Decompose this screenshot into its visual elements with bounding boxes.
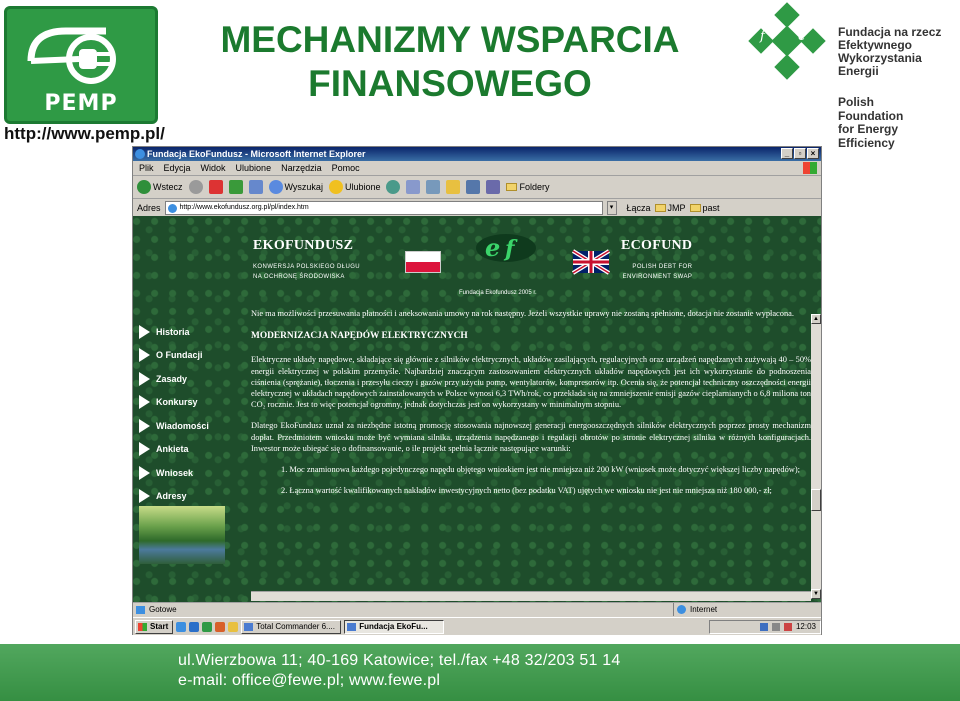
folder-icon xyxy=(506,183,517,191)
arrow-icon xyxy=(139,372,150,386)
footer-contact: e-mail: office@fewe.pl; www.fewe.pl xyxy=(178,672,441,689)
web-page xyxy=(133,216,821,602)
article-paragraph-2: Dlatego EkoFundusz uznał za niezbędne istotną promocję stosowania najnowszej generacji energooszczędnych silników elektrycznych poprzez prosty mechanizm dopłat. Przedmiotem wniosku może być wymiana silnika, urządzenia napędzanego i regulacji obrotów po stronie elektrycznej silnika w różnych konfiguracjach. Inwestor może ubiegać się o dofinansowanie, o ile projekt spełnia łącznie następujące warunki: xyxy=(251,421,811,453)
address-label: Adres xyxy=(137,202,161,213)
window-titlebar[interactable] xyxy=(133,147,821,161)
folders-button[interactable]: Foldery xyxy=(506,182,549,192)
edit-icon[interactable] xyxy=(446,180,460,194)
scroll-down-button[interactable]: ▼ xyxy=(811,589,821,599)
vertical-scrollbar[interactable] xyxy=(811,314,821,599)
footer-bar xyxy=(0,644,960,701)
title-line-2: FINANSOWEGO xyxy=(308,63,592,104)
fewe-name-pl: Fundacja na rzecz Efektywnego Wykorzystania Energii xyxy=(838,25,942,78)
fewe-name-en: Polish Foundation for Energy Efficiency xyxy=(838,95,904,150)
link-past[interactable]: past xyxy=(690,203,720,213)
ekofundusz-logo-icon xyxy=(471,228,541,268)
nav-item-konkursy[interactable]: Konkursy xyxy=(139,391,229,415)
uk-flag-icon[interactable] xyxy=(573,251,609,273)
quicklaunch-folder-icon[interactable] xyxy=(228,622,238,632)
article-top-text: Nie ma możliwości przesuwania płatności i aneksowania umowy na rok następny. Jeżeli wszystkie uprawy nie zostaną spełnione, dotacja nie zostanie wypłacona. xyxy=(251,309,794,318)
address-dropdown[interactable]: ▾ xyxy=(607,201,617,215)
folder-icon xyxy=(655,204,666,212)
search-icon xyxy=(269,180,283,194)
print-icon[interactable] xyxy=(426,180,440,194)
pemp-wordmark: PEMP xyxy=(44,91,118,116)
status-zone: Internet xyxy=(673,603,717,616)
minimize-button[interactable]: _ xyxy=(781,148,793,159)
history-icon[interactable] xyxy=(386,180,400,194)
antivirus-icon[interactable] xyxy=(784,623,792,631)
arrow-icon xyxy=(139,442,150,456)
svg-text:w: w xyxy=(762,53,774,68)
star-icon xyxy=(329,180,343,194)
browser-window xyxy=(132,146,822,635)
landscape-photo xyxy=(139,506,225,564)
menu-item-view[interactable]: Widok xyxy=(200,163,226,173)
address-input[interactable]: http://www.ekofundusz.org.pl/pl/index.htm xyxy=(165,201,603,215)
nav-item-wniosek[interactable]: Wniosek xyxy=(139,461,229,485)
svg-text:f: f xyxy=(760,29,765,44)
svg-text:e: e xyxy=(485,233,501,262)
site-year-line: Fundacja Ekofundusz 2005 r. xyxy=(459,290,537,296)
links-label: Łącza xyxy=(626,202,651,213)
refresh-icon[interactable] xyxy=(229,180,243,194)
task-total-commander[interactable]: Total Commander 6.... xyxy=(241,620,341,634)
favorites-button[interactable]: Ulubione xyxy=(329,180,381,194)
arrow-icon xyxy=(139,466,150,480)
site-subtitle-pl: KONWERSJA POLSKIEGO DŁUGU NA OCHRONĘ ŚRODOWISKA xyxy=(253,264,361,280)
quicklaunch-ppt-icon[interactable] xyxy=(215,622,225,632)
polish-flag-icon[interactable] xyxy=(405,251,441,273)
article-list-item-1: 1. Moc znamionowa każdego pojedynczego napędu objętego wnioskiem jest nie mniejsza niż 200 kW (wniosek może dotyczyć większej liczby napędów); xyxy=(281,465,800,475)
network-icon[interactable] xyxy=(760,623,768,631)
pemp-url[interactable]: http://www.pemp.pl/ xyxy=(4,124,165,143)
arrow-icon xyxy=(139,419,150,433)
site-subtitle-en: POLISH DEBT FOR ENVIRONMENT SWAP xyxy=(622,264,693,280)
stop-icon[interactable] xyxy=(209,180,223,194)
arrow-icon xyxy=(139,489,150,503)
ie-icon xyxy=(135,149,145,159)
menu-item-help[interactable]: Pomoc xyxy=(331,163,360,173)
link-jmp[interactable]: JMP xyxy=(655,203,686,213)
arrow-icon xyxy=(139,395,150,409)
site-title-en: ECOFUND xyxy=(621,238,693,253)
site-banner-left xyxy=(253,238,360,282)
footer-address: ul.Wierzbowa 11; 40-169 Katowice; tel./fax +48 32/203 51 14 xyxy=(178,652,621,669)
quicklaunch-word-icon[interactable] xyxy=(189,622,199,632)
close-button[interactable]: × xyxy=(807,148,819,159)
article-list-item-2: 2. Łączna wartość kwalifikowanych nakładów inwestycyjnych netto (bez podatku VAT) ujętych we wniosku nie jest nie mniejsza niż 180 000,- zł; xyxy=(281,486,772,496)
pemp-logo xyxy=(4,6,158,124)
site-banner-right xyxy=(621,238,692,282)
article-content xyxy=(251,309,811,599)
menu-item-favorites[interactable]: Ulubione xyxy=(235,163,272,173)
toolbar xyxy=(133,176,821,199)
forward-button[interactable] xyxy=(189,180,203,194)
arrow-icon xyxy=(139,325,150,339)
start-button[interactable]: Start xyxy=(135,620,173,634)
status-text: Gotowe xyxy=(133,603,673,616)
mail-icon[interactable] xyxy=(406,180,420,194)
title-line-1: MECHANIZMY WSPARCIA xyxy=(220,19,680,60)
nav-item-zasady[interactable]: Zasady xyxy=(139,367,229,391)
maximize-button[interactable]: ▫ xyxy=(794,148,806,159)
menu-item-edit[interactable]: Edycja xyxy=(163,163,191,173)
nav-item-historia[interactable]: Historia xyxy=(139,320,229,344)
horizontal-scrollbar[interactable] xyxy=(251,591,811,601)
task-fundacja[interactable]: Fundacja EkoFu... xyxy=(344,620,444,634)
quicklaunch-ie-icon[interactable] xyxy=(176,622,186,632)
svg-text:e: e xyxy=(798,53,806,68)
article-paragraph-1: Elektryczne układy napędowe, składające się głównie z silników elektrycznych, układów zasilających, regulacyjnych oraz urządzeń napędzanych zużywają 40 – 50% energii elektrycznej w polskim przemyśle. Najbardziej znaczącym zastosowaniem elektrycznych układów napędowych jest ich wykorzystanie do podnoszenia ciśnienia (sprężanie), tłoczenia i przesyłu cieczy i gazów przy użyciu pomp, wentylatorów, kompresorów itp. Ocenia się, że potencjał techniczny oszczędności energii elektrycznej w układach napędowych zainstalowanych w Polsce wynosi 6,3 TWh/rok, co przekłada się na zmniejszenie emisji gazów cieplarnianych o 6,8 miliona ton CO₂ rocznie. Jest to więc potencjał ogromny, jednak dotychczas jest on wykorzystany w minimalnym stopniu. xyxy=(251,355,811,410)
nav-item-wiadomosci[interactable]: Wiadomości xyxy=(139,414,229,438)
page-title xyxy=(180,18,720,106)
search-button[interactable]: Wyszukaj xyxy=(269,180,323,194)
site-nav xyxy=(139,320,229,508)
back-button[interactable]: Wstecz xyxy=(137,180,183,194)
svg-text:e: e xyxy=(798,29,806,44)
nav-item-adresy[interactable]: Adresy xyxy=(139,485,229,509)
taskbar xyxy=(133,617,821,635)
site-title-pl: EKOFUNDUSZ xyxy=(253,238,354,253)
plug-icon xyxy=(21,21,143,91)
back-arrow-icon xyxy=(137,180,151,194)
window-title: Fundacja EkoFundusz - Microsoft Internet Explorer xyxy=(147,149,366,159)
article-heading: MODERNIZACJA NAPĘDÓW ELEKTRYCZNYCH xyxy=(251,331,468,342)
system-tray xyxy=(709,620,821,634)
scroll-up-button[interactable]: ▲ xyxy=(811,314,821,324)
menu-item-file[interactable]: Plik xyxy=(139,163,154,173)
arrow-icon xyxy=(139,348,150,362)
menu-bar xyxy=(133,161,821,176)
svg-text:f: f xyxy=(505,236,515,262)
folder-icon xyxy=(690,204,701,212)
fewe-logo-icon xyxy=(748,6,832,82)
clock: 12:03 xyxy=(795,622,816,631)
quicklaunch-excel-icon[interactable] xyxy=(202,622,212,632)
discuss-icon[interactable] xyxy=(466,180,480,194)
nav-item-ankieta[interactable]: Ankieta xyxy=(139,438,229,462)
menu-item-tools[interactable]: Narzędzia xyxy=(281,163,322,173)
volume-icon[interactable] xyxy=(772,623,780,631)
scroll-thumb[interactable] xyxy=(811,489,821,511)
messenger-icon[interactable] xyxy=(486,180,500,194)
home-icon[interactable] xyxy=(249,180,263,194)
nav-item-o-fundacji[interactable]: O Fundacji xyxy=(139,344,229,368)
address-bar xyxy=(133,199,821,216)
status-bar xyxy=(133,602,821,616)
windows-logo-icon xyxy=(803,162,817,174)
